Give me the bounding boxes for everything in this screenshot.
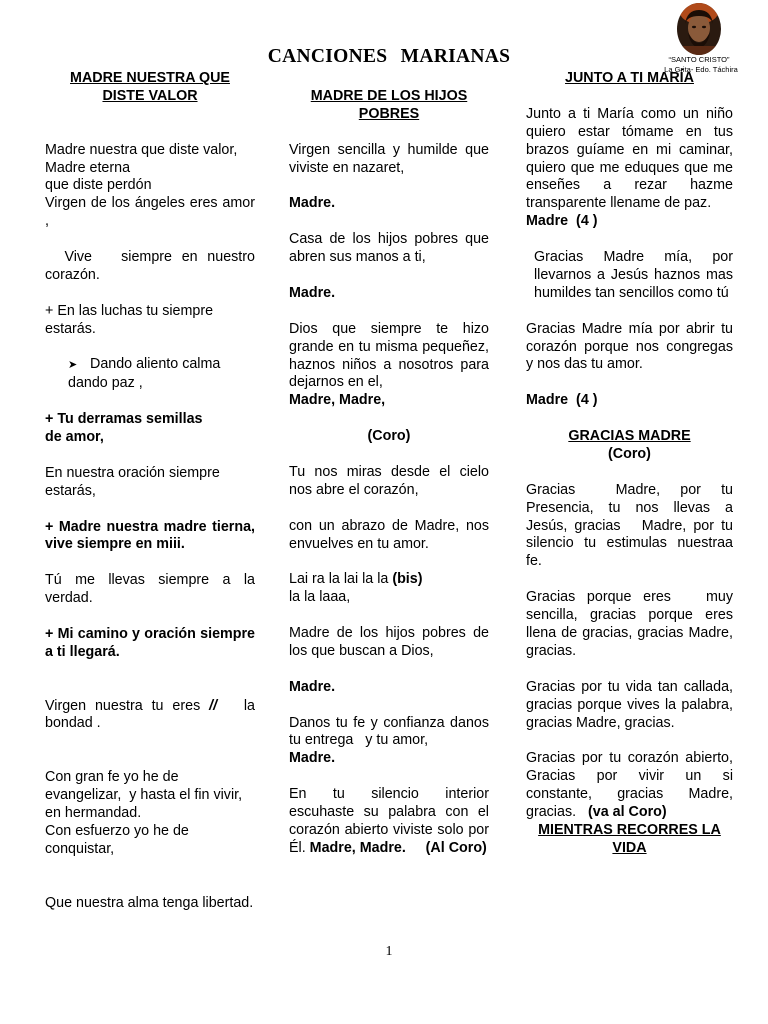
stanza-8: Danos tu fe y confianza danos tu entrega y tu amor, Madre. [289, 714, 493, 767]
stanza-1: Junto a ti María como un niño quiero estar tómame en tus brazos guíame en mi caminar, quiero que me eduques que me enseñes a rezar hazme transparente llename de paz. [526, 105, 733, 212]
stanza-11: Con gran fe yo he de evangelizar, y hasta el fin vivir, en hermandad. Con esfuerzo yo he de conquistar, [45, 769, 262, 857]
refrain-madre-4: Madre (4 ) [526, 392, 598, 409]
refrain-madre: Madre. [289, 284, 336, 301]
stanza-2: Casa de los hijos pobres que abren sus manos a ti, [289, 231, 489, 266]
stanza-7: Madre de los hijos pobres de los que buscan a Dios, [289, 625, 489, 659]
page-number: 1 [385, 944, 393, 959]
logo-caption-name: “SANTO CRISTO” [668, 55, 730, 64]
stanza-5: Gracias porque eres muy sencilla, gracias porque eres llena de gracias, gracias Madre, gracias. [526, 589, 737, 659]
stanza-3: Gracias Madre mía por abrir tu corazón porque nos congregas y nos das tu amor. [526, 320, 733, 373]
song-column-2 [289, 88, 493, 858]
stanza-5: + Tu derramas semillas de amor, [45, 411, 203, 446]
song-title-gracias-madre-block [526, 428, 733, 464]
refrain-madre: Madre. [289, 195, 336, 212]
stanza-3: + En las luchas tu siempre estarás. [45, 302, 214, 337]
arrow-bullet-icon: ➤ [68, 359, 78, 372]
logo-caption-place: La Grita- Edo. Táchira [664, 65, 738, 74]
song-title-madre-nuestra: MADRE NUESTRA QUE DISTE VALOR [70, 70, 230, 104]
stanza-6: Gracias por tu vida tan callada, gracias porque vives la palabra, gracias Madre, gracias. [526, 678, 745, 731]
coro-label: (Coro) [608, 445, 651, 462]
refrain-madre-4: Madre (4 ) [526, 213, 598, 230]
stanza-4: Tu nos miras desde el cielo nos abre el corazón, [289, 463, 489, 498]
song-column-3 [526, 70, 745, 858]
stanza-9: En tu silencio interior escuhaste su palabra con el corazón abierto viviste solo por Él. Madre, Madre. (Al Coro) [289, 786, 493, 856]
stanza-8: Tú me llevas siempre a la verdad. [45, 572, 255, 607]
bullet-stanza: ➤ Dando aliento calma dando paz , [68, 356, 221, 392]
song-title-mientras-recorres-la-vida: MIENTRAS RECORRES LA VIDA [538, 821, 721, 856]
stanza-9: + Mi camino y oración siempre a ti llegará. [45, 625, 255, 660]
stanza-7: + Madre nuestra madre tierna, vive siempre en miii. [45, 518, 255, 553]
stanza-2: Gracias Madre mía, por llevarnos a Jesús haznos mas humildes tan sencillos como tú [534, 249, 733, 301]
song-title-gracias-madre: GRACIAS MADRE [568, 428, 691, 445]
stanza-1: Virgen sencilla y humilde que viviste en nazaret, [289, 141, 489, 176]
stanza-1: Madre nuestra que diste valor, Madre eterna que diste perdón Virgen de los ángeles eres amor , [45, 141, 255, 230]
stanza-12: Que nuestra alma tenga libertad. [45, 894, 254, 911]
stanza-3: Dios que siempre te hizo grande en tu misma pequeñez, haznos niños a nosotros para dejarnos en el, Madre, Madre, [289, 320, 489, 409]
stanza-7: Gracias por tu corazón abierto, Gracias por vivir un si constante, gracias Madre, gracias. (va al Coro) [526, 750, 737, 821]
coro-label: (Coro) [367, 428, 411, 445]
stanza-5: con un abrazo de Madre, nos envuelves en tu amor. [289, 517, 489, 552]
stanza-10: Virgen nuestra tu eres // la bondad . [45, 697, 259, 732]
page-title: CANCIONES MARIANAS [267, 46, 511, 67]
song-column-1 [45, 70, 262, 912]
stanza-6: Lai ra la lai la la (bis) la la laaa, [289, 571, 423, 606]
song-title-junto-a-ti-maria: JUNTO A TI MARÍA [565, 70, 694, 86]
stanza-6: En nuestra oración siempre estarás, [45, 464, 220, 499]
stanza-4: Gracias Madre, por tu Presencia, tu nos llevas a Jesús, gracias Madre, por tu silencio tu estimulas nuestraa fe. [526, 481, 737, 570]
song-title-madre-hijos-pobres: MADRE DE LOS HIJOS POBRES [310, 88, 468, 122]
stanza-2: Vive siempre en nuestro corazón. [45, 249, 259, 283]
refrain-madre: Madre. [289, 678, 336, 695]
